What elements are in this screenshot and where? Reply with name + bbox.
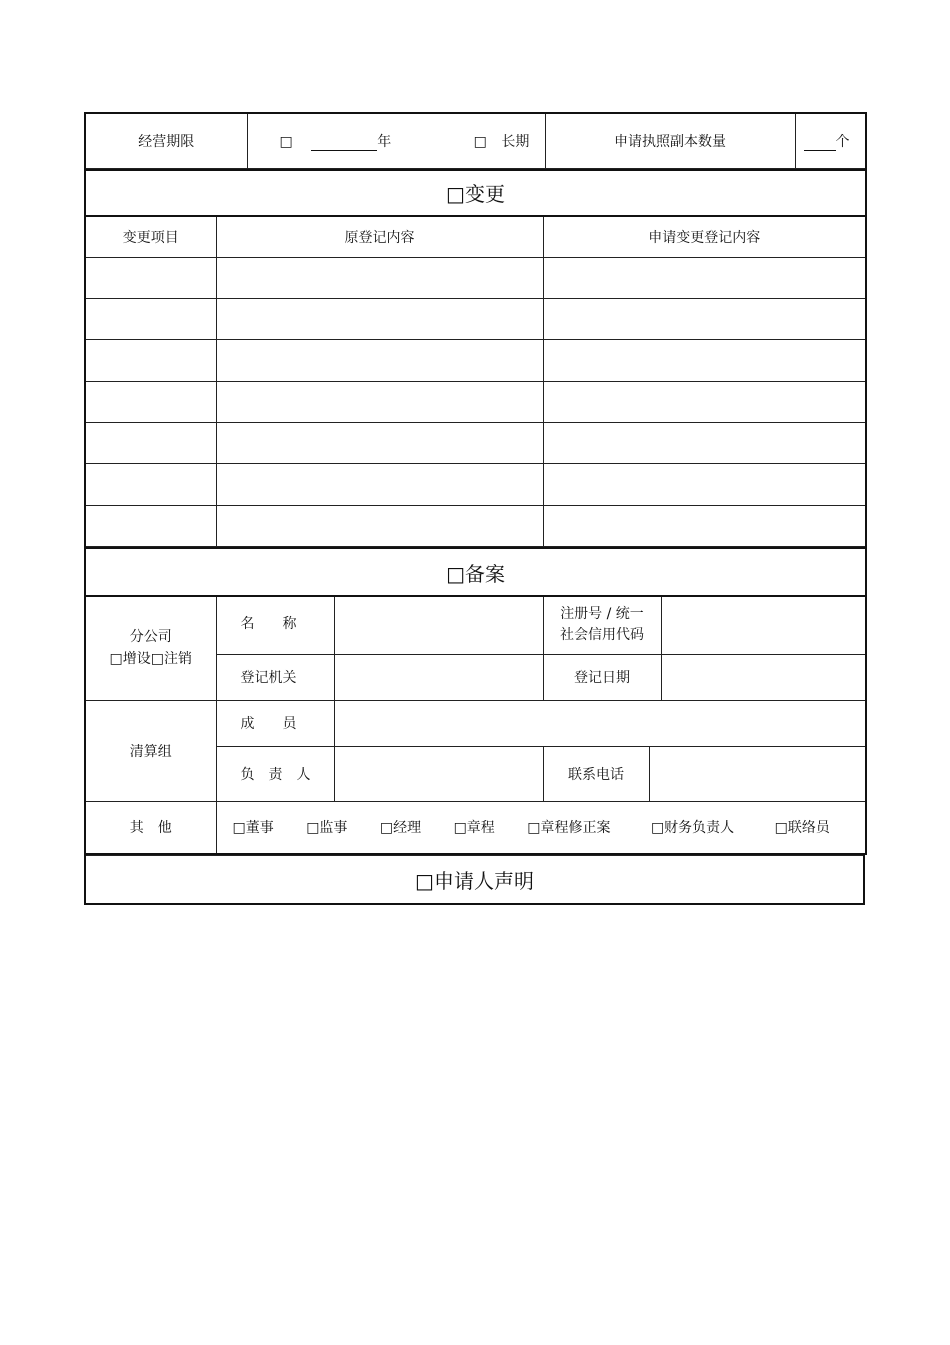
change-cell[interactable] bbox=[543, 506, 866, 547]
change-cell[interactable] bbox=[85, 258, 216, 299]
regno-label-line1: 注册号 / 统一 bbox=[560, 606, 644, 623]
option-manager[interactable]: □经理 bbox=[379, 820, 422, 837]
branch-label bbox=[85, 596, 216, 700]
option-supervisor[interactable]: □监事 bbox=[306, 820, 348, 837]
year-blank[interactable] bbox=[311, 136, 377, 151]
change-cell[interactable] bbox=[543, 423, 866, 464]
period-options bbox=[247, 113, 545, 168]
change-cell[interactable] bbox=[543, 299, 866, 340]
option-liaison[interactable]: □联络员 bbox=[774, 820, 830, 837]
long-checkbox[interactable]: □ bbox=[473, 133, 487, 150]
change-cell[interactable] bbox=[85, 340, 216, 382]
copies-cell bbox=[795, 113, 866, 168]
change-header-new: 申请变更登记内容 bbox=[543, 216, 866, 258]
change-cell[interactable] bbox=[543, 382, 866, 423]
change-cell[interactable] bbox=[216, 299, 543, 340]
members-label: 成 员 bbox=[216, 700, 334, 746]
change-cell[interactable] bbox=[216, 423, 543, 464]
change-cell[interactable] bbox=[85, 423, 216, 464]
copies-unit: 个 bbox=[835, 133, 850, 150]
period-label: 经营期限 bbox=[85, 113, 247, 168]
year-unit: 年 bbox=[377, 133, 392, 150]
copies-label: 申请执照副本数量 bbox=[545, 113, 795, 168]
application-form bbox=[84, 112, 865, 905]
authority-label: 登记机关 bbox=[216, 654, 334, 700]
change-cell[interactable] bbox=[543, 258, 866, 299]
change-cell[interactable] bbox=[85, 464, 216, 506]
option-articles-amendment[interactable]: □章程修正案 bbox=[527, 820, 611, 837]
change-header-item: 变更项目 bbox=[85, 216, 216, 258]
change-header-original: 原登记内容 bbox=[216, 216, 543, 258]
branch-label-line1: 分公司 bbox=[129, 629, 172, 646]
branch-options[interactable]: □增设□注销 bbox=[109, 651, 192, 668]
change-cell[interactable] bbox=[543, 464, 866, 506]
filing-heading[interactable]: □备案 bbox=[85, 548, 866, 596]
change-cell[interactable] bbox=[216, 464, 543, 506]
change-table bbox=[84, 169, 867, 548]
other-label: 其 他 bbox=[85, 801, 216, 854]
declaration-table bbox=[84, 855, 865, 905]
leader-field[interactable] bbox=[334, 746, 543, 801]
other-options bbox=[216, 801, 866, 854]
date-field[interactable] bbox=[661, 654, 866, 700]
change-heading[interactable]: □变更 bbox=[85, 170, 866, 216]
declaration-heading[interactable]: □申请人声明 bbox=[85, 856, 864, 904]
regno-label-line2: 社会信用代码 bbox=[560, 627, 644, 644]
change-cell[interactable] bbox=[85, 299, 216, 340]
copies-blank[interactable] bbox=[804, 136, 836, 151]
option-articles[interactable]: □章程 bbox=[453, 820, 495, 837]
members-field[interactable] bbox=[334, 700, 866, 746]
phone-field[interactable] bbox=[649, 746, 866, 801]
period-table bbox=[84, 112, 867, 169]
filing-table bbox=[84, 547, 867, 855]
phone-label: 联系电话 bbox=[543, 746, 649, 801]
change-cell[interactable] bbox=[216, 340, 543, 382]
name-field[interactable] bbox=[334, 596, 543, 654]
change-cell[interactable] bbox=[85, 382, 216, 423]
change-cell[interactable] bbox=[216, 382, 543, 423]
name-label: 名 称 bbox=[216, 596, 334, 654]
date-label: 登记日期 bbox=[543, 654, 661, 700]
long-label: 长期 bbox=[501, 133, 530, 150]
regno-label bbox=[543, 596, 661, 654]
option-director[interactable]: □董事 bbox=[232, 820, 274, 837]
option-finance-head[interactable]: □财务负责人 bbox=[650, 820, 735, 837]
change-cell[interactable] bbox=[216, 506, 543, 547]
regno-field[interactable] bbox=[661, 596, 866, 654]
year-checkbox[interactable]: □ bbox=[279, 133, 293, 150]
change-cell[interactable] bbox=[85, 506, 216, 547]
leader-label: 负 责 人 bbox=[216, 746, 334, 801]
change-cell[interactable] bbox=[216, 258, 543, 299]
change-cell[interactable] bbox=[543, 340, 866, 382]
liquidation-label: 清算组 bbox=[85, 700, 216, 801]
authority-field[interactable] bbox=[334, 654, 543, 700]
